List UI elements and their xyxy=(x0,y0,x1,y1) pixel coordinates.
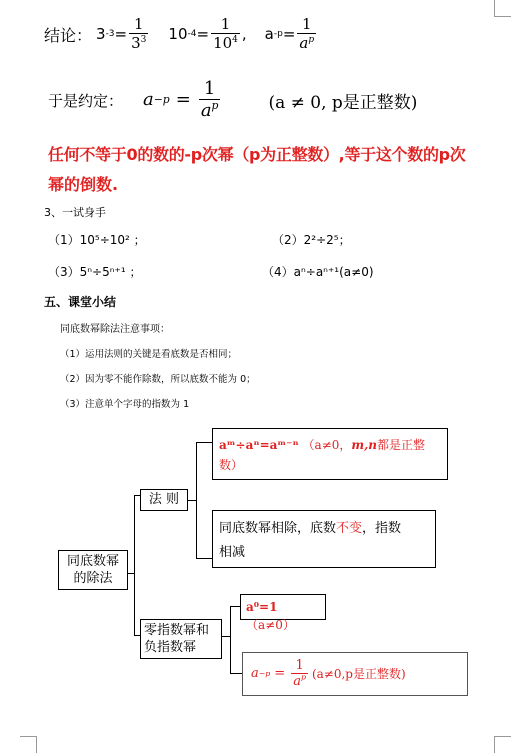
crop-mark-top-right xyxy=(494,0,511,17)
summary-heading: 五、课堂小结 xyxy=(44,295,117,309)
summary-item-2: （2）因为零不能作除数，所以底数不能为 0； xyxy=(60,374,256,385)
definition-fraction: $\frac{1}{a^p}$ xyxy=(200,77,219,121)
summary-item-1: （1）运用法则的关键是看底数是否相同； xyxy=(60,349,238,360)
example-1: 3 -3 = $\frac{1}{3^3}$ xyxy=(96,15,147,52)
crop-mark-bottom-left xyxy=(20,736,37,753)
branch-zero-negative-node: 零指数幂和负指数幂 xyxy=(140,619,222,659)
summary-item-3: （3）注意单个字母的指数为 1 xyxy=(60,399,190,410)
leaf-zero-exponent: a⁰=1 （a≠0） xyxy=(240,594,326,620)
branch-rule-node: 法 则 xyxy=(140,489,188,511)
definition-row xyxy=(48,76,417,124)
branch-rule-bracket xyxy=(196,442,197,559)
exercise-heading: 3、一试身手 xyxy=(44,206,106,219)
branch-zero-negative-bracket xyxy=(230,606,231,674)
example-3-fraction: $\frac{1}{a^p}$ xyxy=(299,15,315,52)
example-3: a -p = $\frac{1}{a^p}$ xyxy=(264,15,315,52)
leaf-division-rule-text: 同底数幂相除，底数不变，指数 相减 xyxy=(212,510,436,568)
definition-label: 于是约定： xyxy=(48,91,124,110)
leaf-negative-exponent-formula: a −p = $\frac{1}{a^p}$ (a≠0,p是正整数) xyxy=(251,657,406,689)
conclusion-row xyxy=(44,8,318,60)
example-2: 10 -4 = $\frac{1}{10^4}$ , xyxy=(168,15,247,52)
exercise-q3: （3）5ⁿ÷5ⁿ⁺¹ ； xyxy=(48,265,142,279)
leaf-negative-exponent xyxy=(242,652,468,696)
rule-line-2: 幂的倒数. xyxy=(48,175,119,194)
conclusion-label: 结论： xyxy=(44,25,93,45)
summary-intro: 同底数幂除法注意事项： xyxy=(60,324,170,335)
exercise-q4: （4）aⁿ÷aⁿ⁺¹(a≠0) xyxy=(262,265,374,279)
root-bracket xyxy=(134,495,135,636)
exercise-q2: （2）2²÷2⁵； xyxy=(272,233,351,247)
definition-condition: (a ≠ 0, p是正整数) xyxy=(268,92,418,113)
leaf-division-formula: aᵐ÷aⁿ=aᵐ⁻ⁿ （a≠0，m,n都是正整 数） xyxy=(212,428,448,480)
rule-line-1: 任何不等于0的数的-p次幂（p为正整数）,等于这个数的p次 xyxy=(48,145,466,164)
root-node: 同底数幂的除法 xyxy=(58,550,128,590)
example-1-fraction: $\frac{1}{3^3}$ xyxy=(131,15,147,52)
definition-formula: a −p = $\frac{1}{a^p}$ xyxy=(143,77,219,121)
exercise-q1: （1）10⁵÷10² ； xyxy=(48,233,146,247)
crop-mark-bottom-right xyxy=(494,736,511,753)
example-2-fraction: $\frac{1}{10^4}$ xyxy=(213,15,238,52)
